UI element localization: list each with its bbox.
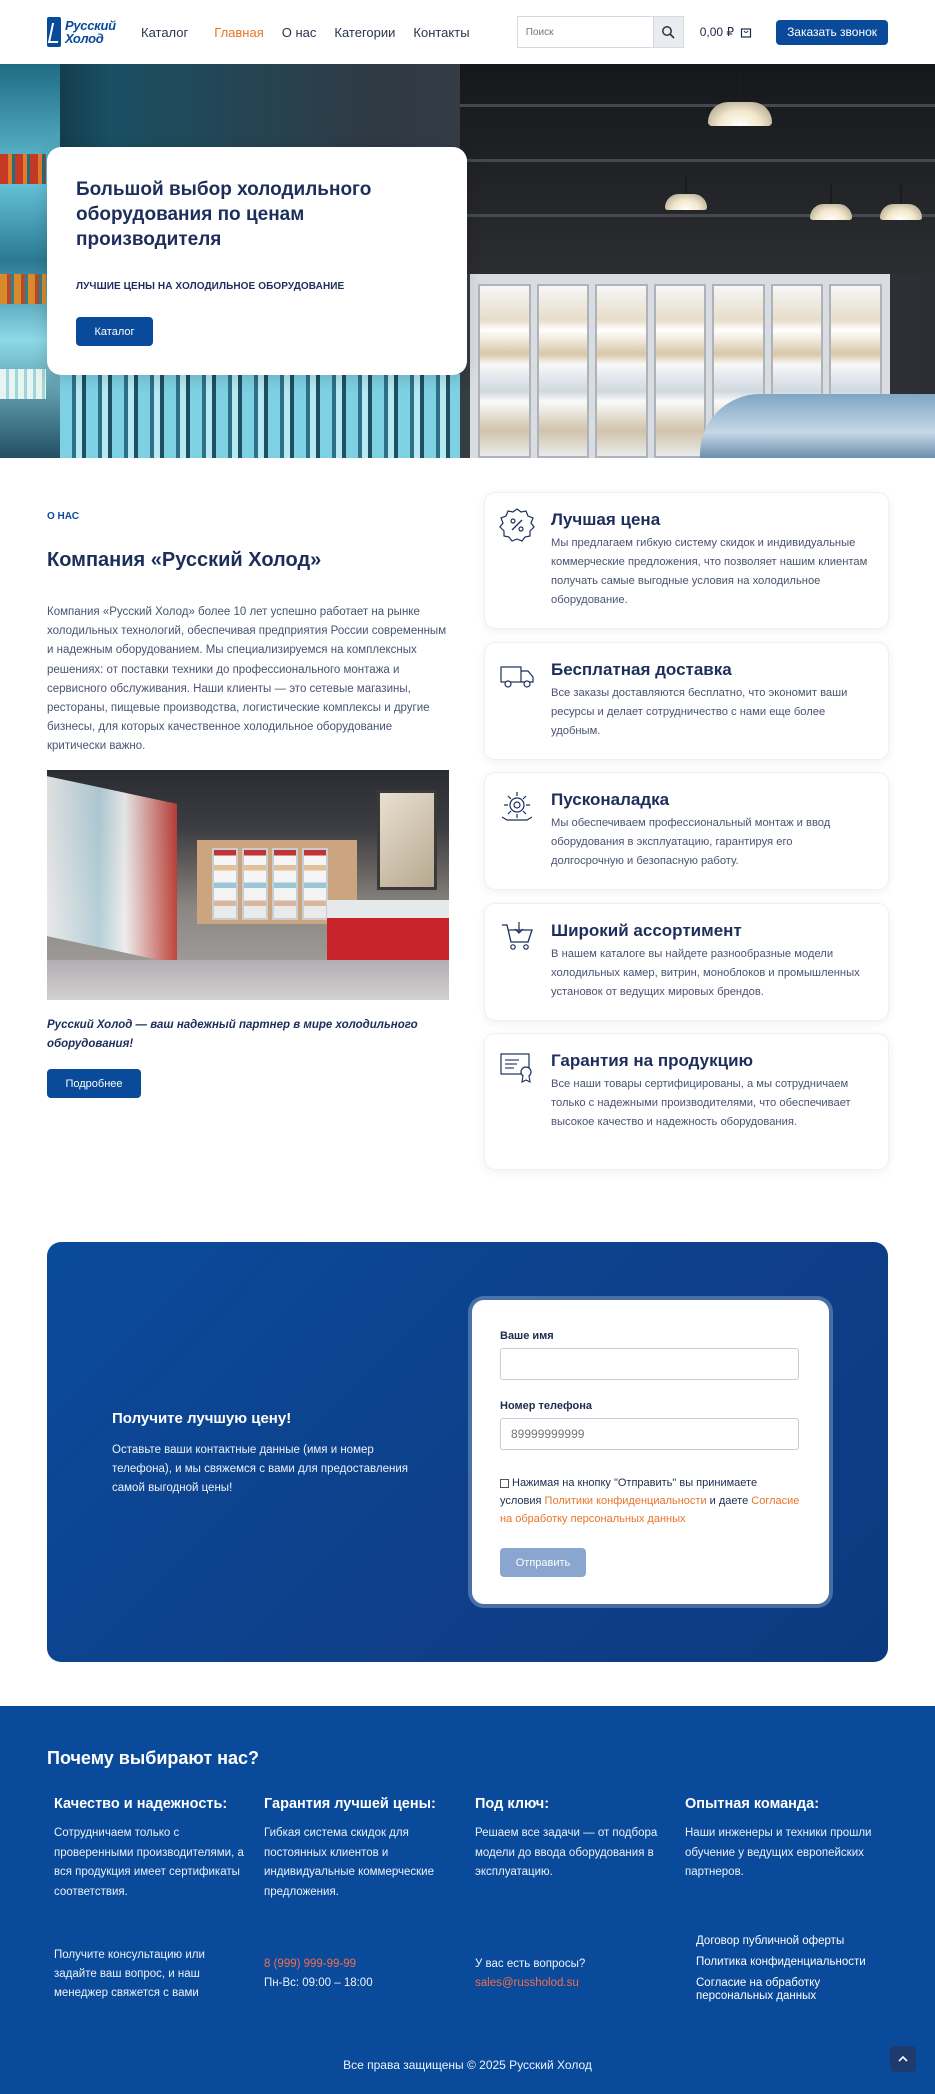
- feature-text: Все наши товары сертифицированы, а мы сотрудничаем только с надежными производителями, что обеспечивает высокое качество и надежность оборудования.: [551, 1078, 851, 1128]
- delivery-truck-icon: [499, 657, 535, 693]
- search-box: [517, 16, 684, 48]
- ceiling-lamp-icon: [810, 204, 852, 220]
- submit-button[interactable]: Отправить: [500, 1548, 586, 1577]
- hero-subtitle: ЛУЧШИЕ ЦЕНЫ НА ХОЛОДИЛЬНОЕ ОБОРУДОВАНИЕ: [76, 281, 345, 292]
- name-label: Ваше имя: [500, 1330, 554, 1342]
- consent-checkbox[interactable]: [500, 1479, 509, 1488]
- feature-title: Пусконаладка: [551, 790, 670, 809]
- consent-link[interactable]: Согласие на обработку персональных данных: [500, 1495, 800, 1525]
- feature-title: Широкий ассортимент: [551, 921, 742, 940]
- why-item: Опытная команда: Наши инженеры и техники прошли обучение у ведущих европейских партнеров.: [685, 1796, 872, 1878]
- phone-label: Номер телефона: [500, 1400, 592, 1412]
- cart-total: 0,00 ₽: [699, 25, 735, 39]
- footer-title: Почему выбирают нас?: [47, 1748, 260, 1768]
- hero-catalog-button[interactable]: Каталог: [76, 317, 153, 346]
- phone-link[interactable]: 8 (999) 999-99-99: [264, 1958, 357, 1970]
- about-text: Компания «Русский Холод» более 10 лет успешно работает на рынке холодильных технологий, обеспечивая предприятия России современным и надежным оборудованием. Мы специализируемся на комплексных решениях: от поставки техники до профессионального монтажа и сервисного обслуживания. Наши клиенты — это сетевые магазины, рестораны, пищевые производства, логистические комплексы и другие бизнесы, для которых качественное холодильное оборудование критически важно.: [47, 606, 447, 753]
- email-link[interactable]: sales@russholod.su: [475, 1977, 579, 1989]
- consent-text: Нажимая на кнопку "Отправить" вы принимаете условия Политики конфиденциальности и даете Согласие на обработку персональных данных: [500, 1477, 800, 1525]
- chevron-up-icon: [897, 2053, 909, 2065]
- phone-input[interactable]: [500, 1418, 799, 1450]
- hero-card: [47, 147, 467, 375]
- nav-about[interactable]: О нас: [281, 24, 317, 40]
- offer-link[interactable]: Договор публичной оферты: [696, 1935, 845, 1947]
- site-footer: [0, 1706, 935, 2094]
- logo[interactable]: [47, 14, 123, 50]
- about-store-image: [47, 770, 449, 1000]
- percent-badge-icon: [499, 507, 535, 543]
- certificate-icon: [499, 1048, 535, 1084]
- cta-title: Получите лучшую цену!: [112, 1410, 292, 1427]
- hero-store-image: [460, 64, 935, 274]
- order-call-button[interactable]: Заказать звонок: [776, 20, 888, 45]
- about-tag: О НАС: [47, 511, 79, 522]
- ceiling-lamp-icon: [665, 194, 707, 210]
- site-header: [0, 0, 935, 64]
- contact-email-block: [475, 1955, 585, 1993]
- logo-line-1: Русский: [65, 18, 116, 33]
- logo-mark-icon: [47, 17, 61, 47]
- callback-form: [472, 1300, 829, 1604]
- shopping-cart-icon: [499, 918, 535, 954]
- feature-card-assortment: [485, 904, 888, 1020]
- contact-phone-block: [264, 1955, 373, 1993]
- search-button[interactable]: [653, 16, 684, 48]
- working-hours: Пн-Вс: 09:00 – 18:00: [264, 1977, 373, 1989]
- questions-label: У вас есть вопросы?: [475, 1958, 586, 1970]
- more-button[interactable]: Подробнее: [47, 1069, 141, 1098]
- ceiling-lamp-icon: [880, 204, 922, 220]
- main-nav: [141, 25, 470, 40]
- ceiling-lamp-icon: [708, 102, 772, 126]
- why-item: Гарантия лучшей цены: Гибкая система скидок для постоянных клиентов и индивидуальные коммерческие предложения.: [264, 1796, 436, 1898]
- feature-card-warranty: [485, 1034, 888, 1169]
- cart-icon: [740, 26, 752, 38]
- feature-title: Лучшая цена: [551, 510, 661, 529]
- copyright: Все права защищены © 2025 Русский Холод: [343, 2058, 592, 2072]
- cta-text: Оставьте ваши контактные данные (имя и номер телефона), и мы свяжемся с вами для предоставления самой выгодной цены!: [112, 1444, 408, 1494]
- feature-card-free-delivery: [485, 643, 888, 759]
- cart[interactable]: [700, 25, 752, 39]
- nav-contacts[interactable]: Контакты: [413, 24, 470, 40]
- about-title: Компания «Русский Холод»: [47, 549, 322, 571]
- privacy-policy-link[interactable]: Политики конфиденциальности: [544, 1495, 707, 1507]
- feature-title: Гарантия на продукцию: [551, 1051, 754, 1070]
- nav-categories[interactable]: Категории: [334, 24, 396, 40]
- legal-links: [696, 1935, 866, 2011]
- logo-line-2: Холод: [65, 31, 104, 46]
- scroll-to-top-button[interactable]: [890, 2046, 916, 2072]
- why-item: Под ключ: Решаем все задачи — от подбора модели до ввода оборудования в эксплуатацию.: [475, 1796, 658, 1878]
- consult-text: Получите консультацию или задайте ваш вопрос, и наш менеджер свяжется с вами: [54, 1949, 205, 1999]
- search-input[interactable]: [517, 16, 653, 48]
- feature-card-setup: [485, 773, 888, 889]
- callback-section: [47, 1242, 888, 1662]
- gear-setup-icon: [499, 787, 535, 823]
- nav-home[interactable]: Главная: [214, 24, 264, 40]
- search-icon: [661, 25, 675, 39]
- feature-text: В нашем каталоге вы найдете разнообразные модели холодильных камер, витрин, моноблоков и промышленных установок от ведущих мировых брендов.: [551, 948, 860, 998]
- privacy-link[interactable]: Политика конфиденциальности: [696, 1956, 866, 1968]
- nav-catalog[interactable]: Каталог: [141, 24, 189, 40]
- feature-title: Бесплатная доставка: [551, 660, 732, 679]
- consent-footer-link[interactable]: Согласие на обработку персональных данных: [696, 1977, 821, 2002]
- why-item: Качество и надежность: Сотрудничаем только с проверенными производителями, а вся продукция имеет сертификаты соответствия.: [54, 1796, 244, 1898]
- feature-text: Мы предлагаем гибкую систему скидок и индивидуальные коммерческие предложения, что позволяет нашим клиентам получать самые выгодные условия на холодильное оборудование.: [551, 537, 868, 606]
- feature-text: Мы обеспечиваем профессиональный монтаж и ввод оборудования в эксплуатацию, гарантируя его долгосрочную и безопасную работу.: [551, 817, 831, 867]
- about-quote: Русский Холод — ваш надежный партнер в мире холодильного оборудования!: [47, 1019, 418, 1050]
- feature-card-best-price: [485, 493, 888, 628]
- name-input[interactable]: [500, 1348, 799, 1380]
- feature-text: Все заказы доставляются бесплатно, что экономит ваши ресурсы и делает сотрудничество с нами еще более удобным.: [551, 687, 848, 737]
- hero-title: Большой выбор холодильного оборудования по ценам производителя: [76, 179, 372, 250]
